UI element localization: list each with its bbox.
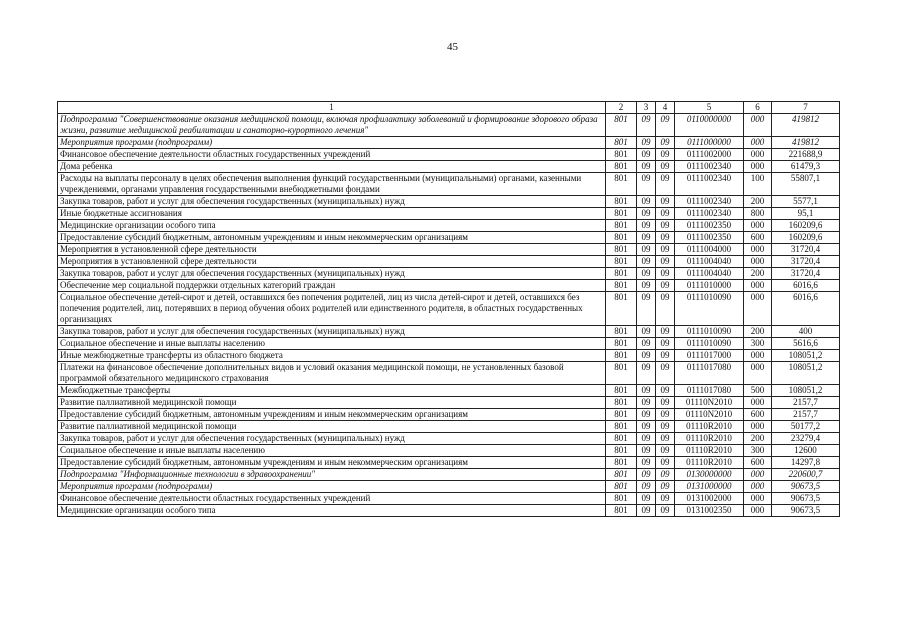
row-code-expense-type: 200 (744, 433, 772, 445)
row-amount: 31720,4 (772, 244, 840, 256)
row-code-expense-type: 200 (744, 268, 772, 280)
table-row (58, 481, 840, 493)
row-code-target: 0110000000 (675, 114, 744, 137)
row-code-expense-type: 000 (744, 481, 772, 493)
row-code-section: 09 (637, 220, 656, 232)
table-row (58, 268, 840, 280)
row-code-target: 0111004040 (675, 256, 744, 268)
row-name: Предоставление субсидий бюджетным, автономным учреждениям и иным некоммерческим организациям (58, 457, 606, 469)
row-name: Развитие паллиативной медицинской помощи (58, 397, 606, 409)
table-row (58, 445, 840, 457)
row-code-target: 01110N2010 (675, 409, 744, 421)
row-code-expense-type: 200 (744, 196, 772, 208)
row-amount: 2157,7 (772, 397, 840, 409)
row-code-subsection: 09 (656, 292, 675, 326)
row-code-ministry: 801 (606, 481, 637, 493)
row-code-ministry: 801 (606, 173, 637, 196)
row-code-subsection: 09 (656, 469, 675, 481)
row-code-section: 09 (637, 256, 656, 268)
row-code-ministry: 801 (606, 409, 637, 421)
row-amount: 2157,7 (772, 409, 840, 421)
row-code-ministry: 801 (606, 114, 637, 137)
table-row (58, 208, 840, 220)
table-row (58, 173, 840, 196)
row-code-ministry: 801 (606, 256, 637, 268)
row-code-section: 09 (637, 350, 656, 362)
row-name: Мероприятия в установленной сфере деятельности (58, 256, 606, 268)
row-code-ministry: 801 (606, 493, 637, 505)
row-code-subsection: 09 (656, 137, 675, 149)
row-code-section: 09 (637, 161, 656, 173)
row-name: Закупка товаров, работ и услуг для обеспечения государственных (муниципальных) нужд (58, 268, 606, 280)
row-code-target: 0111017000 (675, 350, 744, 362)
row-code-section: 09 (637, 505, 656, 517)
row-code-ministry: 801 (606, 421, 637, 433)
table-row (58, 397, 840, 409)
row-code-section: 09 (637, 208, 656, 220)
row-code-section: 09 (637, 445, 656, 457)
row-code-expense-type: 000 (744, 280, 772, 292)
row-code-section: 09 (637, 338, 656, 350)
row-code-target: 0111017080 (675, 385, 744, 397)
row-code-ministry: 801 (606, 445, 637, 457)
row-code-section: 09 (637, 421, 656, 433)
row-code-section: 09 (637, 173, 656, 196)
row-code-target: 0131002350 (675, 505, 744, 517)
row-amount: 5577,1 (772, 196, 840, 208)
header-cell: 3 (637, 102, 656, 114)
row-name: Закупка товаров, работ и услуг для обеспечения государственных (муниципальных) нужд (58, 196, 606, 208)
row-code-ministry: 801 (606, 385, 637, 397)
row-code-ministry: 801 (606, 196, 637, 208)
row-code-section: 09 (637, 385, 656, 397)
row-code-expense-type: 000 (744, 137, 772, 149)
row-code-section: 09 (637, 326, 656, 338)
row-code-expense-type: 000 (744, 397, 772, 409)
row-amount: 31720,4 (772, 256, 840, 268)
row-code-ministry: 801 (606, 244, 637, 256)
row-name: Закупка товаров, работ и услуг для обеспечения государственных (муниципальных) нужд (58, 433, 606, 445)
row-name: Иные бюджетные ассигнования (58, 208, 606, 220)
row-code-subsection: 09 (656, 493, 675, 505)
row-code-expense-type: 500 (744, 385, 772, 397)
row-code-target: 0111010090 (675, 292, 744, 326)
row-code-expense-type: 100 (744, 173, 772, 196)
row-name: Мероприятия в установленной сфере деятельности (58, 244, 606, 256)
row-code-ministry: 801 (606, 232, 637, 244)
row-code-section: 09 (637, 362, 656, 385)
row-name: Расходы на выплаты персоналу в целях обеспечения выполнения функций государственными (муниципальными) органами, казенными учреждениями, органами управления государственными внебюджетными фондами (58, 173, 606, 196)
row-name: Межбюджетные трансферты (58, 385, 606, 397)
row-name: Социальное обеспечение детей-сирот и детей, оставшихся без попечения родителей, лиц из числа детей-сирот и детей, оставшихся без попечения родителей, лиц, потерявших в период обучения обоих родителей или единственного родителя, в областных государственных организациях (58, 292, 606, 326)
table-row (58, 161, 840, 173)
table-row (58, 114, 840, 137)
row-code-target: 0111010090 (675, 326, 744, 338)
row-amount: 221688,9 (772, 149, 840, 161)
row-code-target: 0111010000 (675, 280, 744, 292)
row-code-expense-type: 000 (744, 362, 772, 385)
row-code-expense-type: 000 (744, 469, 772, 481)
row-code-target: 0111002350 (675, 220, 744, 232)
table-row (58, 469, 840, 481)
row-code-subsection: 09 (656, 326, 675, 338)
row-name: Подпрограмма "Информационные технологии в здравоохранении" (58, 469, 606, 481)
row-code-subsection: 09 (656, 350, 675, 362)
row-code-expense-type: 000 (744, 292, 772, 326)
row-code-expense-type: 000 (744, 421, 772, 433)
row-code-subsection: 09 (656, 161, 675, 173)
row-code-subsection: 09 (656, 409, 675, 421)
row-code-expense-type: 000 (744, 505, 772, 517)
table-row (58, 232, 840, 244)
budget-table (57, 101, 840, 517)
row-code-section: 09 (637, 244, 656, 256)
row-amount: 50177,2 (772, 421, 840, 433)
row-code-ministry: 801 (606, 208, 637, 220)
table-row (58, 493, 840, 505)
table-body (58, 114, 840, 517)
row-code-subsection: 09 (656, 445, 675, 457)
table-row (58, 433, 840, 445)
row-code-target: 0111002340 (675, 173, 744, 196)
row-code-ministry: 801 (606, 137, 637, 149)
row-amount: 23279,4 (772, 433, 840, 445)
row-code-target: 01110R2010 (675, 445, 744, 457)
row-code-target: 0111004040 (675, 268, 744, 280)
table-row (58, 350, 840, 362)
row-amount: 160209,6 (772, 220, 840, 232)
row-code-ministry: 801 (606, 350, 637, 362)
row-amount: 55807,1 (772, 173, 840, 196)
row-name: Мероприятия программ (подпрограмм) (58, 481, 606, 493)
row-code-expense-type: 000 (744, 256, 772, 268)
row-amount: 6016,6 (772, 292, 840, 326)
row-amount: 160209,6 (772, 232, 840, 244)
row-code-expense-type: 600 (744, 232, 772, 244)
row-name: Финансовое обеспечение деятельности областных государственных учреждений (58, 149, 606, 161)
header-cell: 6 (744, 102, 772, 114)
row-code-target: 0111010090 (675, 338, 744, 350)
row-code-section: 09 (637, 433, 656, 445)
row-code-section: 09 (637, 114, 656, 137)
row-code-expense-type: 300 (744, 338, 772, 350)
row-code-ministry: 801 (606, 397, 637, 409)
row-code-subsection: 09 (656, 481, 675, 493)
row-code-target: 0131002000 (675, 493, 744, 505)
row-code-section: 09 (637, 137, 656, 149)
row-code-section: 09 (637, 397, 656, 409)
row-code-target: 0111002350 (675, 232, 744, 244)
row-amount: 6016,6 (772, 280, 840, 292)
table-row (58, 220, 840, 232)
row-name: Социальное обеспечение и иные выплаты населению (58, 445, 606, 457)
row-code-expense-type: 000 (744, 244, 772, 256)
row-name: Медицинские организации особого типа (58, 220, 606, 232)
row-code-ministry: 801 (606, 362, 637, 385)
row-code-expense-type: 000 (744, 220, 772, 232)
table-row (58, 385, 840, 397)
row-code-expense-type: 000 (744, 350, 772, 362)
table-row (58, 505, 840, 517)
row-code-target: 01110R2010 (675, 457, 744, 469)
row-code-target: 0111002000 (675, 149, 744, 161)
row-code-section: 09 (637, 457, 656, 469)
row-code-expense-type: 000 (744, 161, 772, 173)
row-amount: 419812 (772, 137, 840, 149)
row-amount: 108051,2 (772, 362, 840, 385)
row-amount: 31720,4 (772, 268, 840, 280)
row-code-ministry: 801 (606, 268, 637, 280)
header-cell: 1 (58, 102, 606, 114)
row-amount: 400 (772, 326, 840, 338)
header-cell: 4 (656, 102, 675, 114)
row-code-subsection: 09 (656, 232, 675, 244)
row-code-section: 09 (637, 292, 656, 326)
row-code-target: 0111002340 (675, 161, 744, 173)
row-code-section: 09 (637, 280, 656, 292)
row-amount: 108051,2 (772, 385, 840, 397)
table-row (58, 196, 840, 208)
row-amount: 108051,2 (772, 350, 840, 362)
row-name: Медицинские организации особого типа (58, 505, 606, 517)
row-name: Обеспечение мер социальной поддержки отдельных категорий граждан (58, 280, 606, 292)
row-name: Подпрограмма "Совершенствование оказания медицинской помощи, включая профилактику заболеваний и формирование здорового образа жизни, развитие медицинской реабилитации и санаторно-курортного лечения" (58, 114, 606, 137)
table-row (58, 362, 840, 385)
row-code-subsection: 09 (656, 280, 675, 292)
header-cell: 2 (606, 102, 637, 114)
table-row (58, 292, 840, 326)
row-code-ministry: 801 (606, 280, 637, 292)
row-code-ministry: 801 (606, 433, 637, 445)
row-amount: 90673,5 (772, 505, 840, 517)
row-amount: 61479,3 (772, 161, 840, 173)
row-code-section: 09 (637, 232, 656, 244)
row-code-ministry: 801 (606, 149, 637, 161)
table-row (58, 137, 840, 149)
row-amount: 90673,5 (772, 481, 840, 493)
row-code-target: 0111000000 (675, 137, 744, 149)
table-row (58, 149, 840, 161)
row-code-subsection: 09 (656, 149, 675, 161)
row-name: Дома ребенка (58, 161, 606, 173)
table-row (58, 409, 840, 421)
row-code-subsection: 09 (656, 457, 675, 469)
row-amount: 12600 (772, 445, 840, 457)
row-name: Иные межбюджетные трансферты из областного бюджета (58, 350, 606, 362)
row-code-target: 0131000000 (675, 481, 744, 493)
row-code-subsection: 09 (656, 338, 675, 350)
row-code-target: 0111017080 (675, 362, 744, 385)
row-code-expense-type: 800 (744, 208, 772, 220)
row-code-expense-type: 000 (744, 114, 772, 137)
header-cell: 7 (772, 102, 840, 114)
row-name: Развитие паллиативной медицинской помощи (58, 421, 606, 433)
row-code-subsection: 09 (656, 244, 675, 256)
row-code-section: 09 (637, 409, 656, 421)
row-code-subsection: 09 (656, 421, 675, 433)
row-code-section: 09 (637, 493, 656, 505)
row-code-section: 09 (637, 469, 656, 481)
table-row (58, 256, 840, 268)
row-code-target: 01110R2010 (675, 421, 744, 433)
table-row (58, 280, 840, 292)
row-code-section: 09 (637, 196, 656, 208)
row-code-target: 0111002340 (675, 196, 744, 208)
page-number: 45 (447, 41, 458, 53)
row-code-subsection: 09 (656, 268, 675, 280)
table-row (58, 421, 840, 433)
row-code-target: 01110R2010 (675, 433, 744, 445)
row-name: Предоставление субсидий бюджетным, автономным учреждениям и иным некоммерческим организациям (58, 409, 606, 421)
row-code-subsection: 09 (656, 397, 675, 409)
row-code-subsection: 09 (656, 385, 675, 397)
row-code-subsection: 09 (656, 173, 675, 196)
row-code-target: 0111004000 (675, 244, 744, 256)
row-code-ministry: 801 (606, 469, 637, 481)
row-code-target: 01110N2010 (675, 397, 744, 409)
table-row (58, 244, 840, 256)
row-amount: 220600,7 (772, 469, 840, 481)
row-code-subsection: 09 (656, 196, 675, 208)
row-code-target: 0130000000 (675, 469, 744, 481)
table-row (58, 326, 840, 338)
row-name: Предоставление субсидий бюджетным, автономным учреждениям и иным некоммерческим организациям (58, 232, 606, 244)
row-code-expense-type: 300 (744, 445, 772, 457)
row-code-subsection: 09 (656, 208, 675, 220)
row-name: Финансовое обеспечение деятельности областных государственных учреждений (58, 493, 606, 505)
header-cell: 5 (675, 102, 744, 114)
row-code-ministry: 801 (606, 220, 637, 232)
row-code-subsection: 09 (656, 220, 675, 232)
row-amount: 90673,5 (772, 493, 840, 505)
row-code-ministry: 801 (606, 338, 637, 350)
row-name: Социальное обеспечение и иные выплаты населению (58, 338, 606, 350)
row-name: Платежи на финансовое обеспечение дополнительных видов и условий оказания медицинской помощи, не установленных базовой программой обязательного медицинского страхования (58, 362, 606, 385)
row-name: Мероприятия программ (подпрограмм) (58, 137, 606, 149)
row-code-expense-type: 000 (744, 493, 772, 505)
row-code-ministry: 801 (606, 457, 637, 469)
row-code-section: 09 (637, 268, 656, 280)
row-code-ministry: 801 (606, 161, 637, 173)
table-header-row (58, 102, 840, 114)
row-code-subsection: 09 (656, 114, 675, 137)
row-amount: 95,1 (772, 208, 840, 220)
row-code-subsection: 09 (656, 505, 675, 517)
row-code-ministry: 801 (606, 292, 637, 326)
row-code-ministry: 801 (606, 326, 637, 338)
row-code-expense-type: 600 (744, 409, 772, 421)
row-code-section: 09 (637, 481, 656, 493)
row-name: Закупка товаров, работ и услуг для обеспечения государственных (муниципальных) нужд (58, 326, 606, 338)
row-code-subsection: 09 (656, 433, 675, 445)
table-row (58, 338, 840, 350)
table-row (58, 457, 840, 469)
row-code-section: 09 (637, 149, 656, 161)
row-amount: 5616,6 (772, 338, 840, 350)
row-code-ministry: 801 (606, 505, 637, 517)
row-amount: 14297,8 (772, 457, 840, 469)
row-code-target: 0111002340 (675, 208, 744, 220)
row-code-subsection: 09 (656, 362, 675, 385)
row-code-expense-type: 600 (744, 457, 772, 469)
row-code-expense-type: 200 (744, 326, 772, 338)
row-code-expense-type: 000 (744, 149, 772, 161)
row-code-subsection: 09 (656, 256, 675, 268)
row-amount: 419812 (772, 114, 840, 137)
